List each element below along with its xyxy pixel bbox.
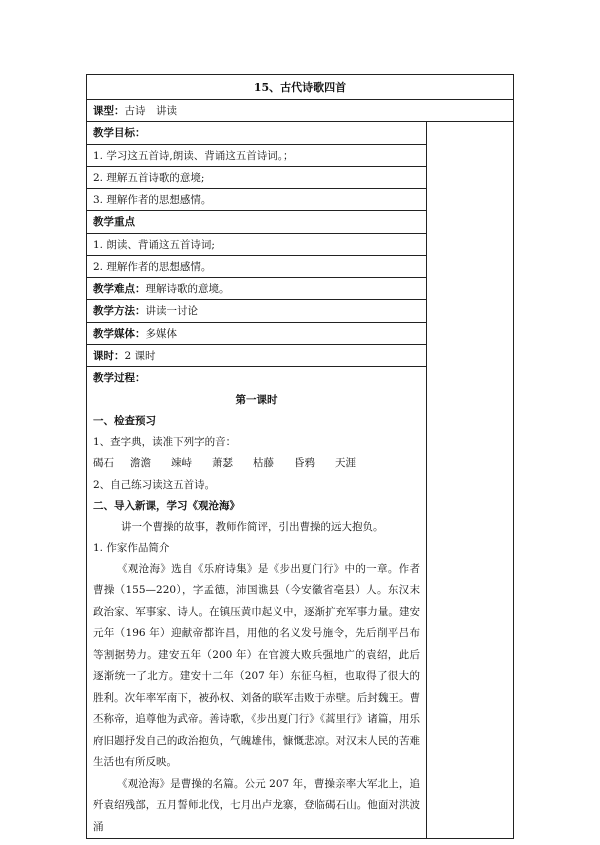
author-paragraph: 《观沧海》选自《乐府诗集》是《步出夏门行》中的一章。作者曹操（155—220），字孟德，沛国谯县（今安徽省亳县）人。东汉末政治家、军事家、诗人。在镇压黄巾起义中，逐渐扩充军事力量。建安元年（196 年）迎献帝都许昌，用他的名义发号施令，先后削平吕布等割据势力。建安五年（200 年）在官渡大败兵强地广的袁绍，此后逐渐统一了北方。建安十二年（207 年）东征乌桓，也取得了很大的胜利。次年率军南下，被孙权、刘备的联军击败于赤壁。后封魏王。曹丕称帝，追尊他为武帝。善诗歌，《步出夏门行》《蒿里行》诸篇，用乐府旧题抒发自己的政治抱负，气魄雄伟，慷慨悲凉。对汉末人民的苦难生活也有所反映。	[93, 562, 420, 769]
char-list	[87, 452, 426, 473]
section-heading: 一、检查预习	[93, 414, 156, 427]
difficulty-row	[87, 277, 426, 299]
key-point-item: 2. 理解作者的思想感情。	[87, 255, 426, 277]
key-point-item: 1. 朗读、背诵这五首诗词;	[87, 233, 426, 255]
preview-item: 1、查字典，读准下列字的音：	[93, 436, 237, 449]
media-value: 多媒体	[145, 327, 177, 340]
objective-item: 1. 学习这五首诗,朗读、背诵这五首诗词。；	[87, 144, 426, 166]
process-heading: 教学过程：	[87, 366, 426, 388]
hours-label: 课时：	[93, 349, 125, 362]
intro-text: 讲一个曹操的故事，教师作简评，引出曹操的远大抱负。	[121, 521, 384, 534]
lesson-title: 第一课时	[235, 393, 278, 406]
section-heading: 二、导入新课，学习《观沧海》	[93, 499, 240, 512]
char-word: 萧瑟	[212, 457, 233, 470]
hours-row	[87, 344, 426, 366]
poem-background-paragraph: 《观沧海》是曹操的名篇。公元 207 年，曹操亲率大军北上，追歼袁绍残部，五月誓师北伐，七月出卢龙寨，登临碣石山。他面对洪波涌	[93, 777, 420, 833]
course-type-row	[87, 100, 514, 122]
sub-heading: 1. 作家作品简介	[93, 542, 170, 555]
char-word: 昏鸦	[294, 457, 315, 470]
page-title: 15、古代诗歌四首	[87, 75, 514, 100]
course-type-label: 课型：	[93, 105, 125, 118]
objective-item: 2. 理解五首诗歌的意境;	[87, 166, 426, 188]
char-word: 天涯	[335, 457, 356, 470]
lesson-plan-table	[86, 74, 514, 839]
key-points-heading: 教学重点	[87, 210, 426, 232]
objectives-heading: 教学目标：	[93, 127, 146, 140]
method-row	[87, 299, 426, 321]
course-type-value: 古诗 讲读	[124, 105, 177, 118]
difficulty-label: 教学难点：	[93, 283, 146, 296]
notes-column	[427, 122, 514, 839]
char-word: 竦峙	[171, 457, 192, 470]
method-value: 讲读一讨论	[145, 305, 198, 318]
hours-value: 2 课时	[124, 349, 156, 362]
char-word: 澹澹	[130, 457, 151, 470]
objective-item: 3. 理解作者的思想感情。	[87, 188, 426, 210]
main-content-cell	[87, 122, 427, 839]
char-word: 碣石	[93, 457, 114, 470]
difficulty-value: 理解诗歌的意境。	[145, 283, 230, 296]
method-label: 教学方法：	[93, 305, 146, 318]
char-word: 枯藤	[253, 457, 274, 470]
media-row	[87, 322, 426, 344]
media-label: 教学媒体：	[93, 327, 146, 340]
preview-item: 2、自己练习读这五首诗。	[93, 478, 216, 491]
